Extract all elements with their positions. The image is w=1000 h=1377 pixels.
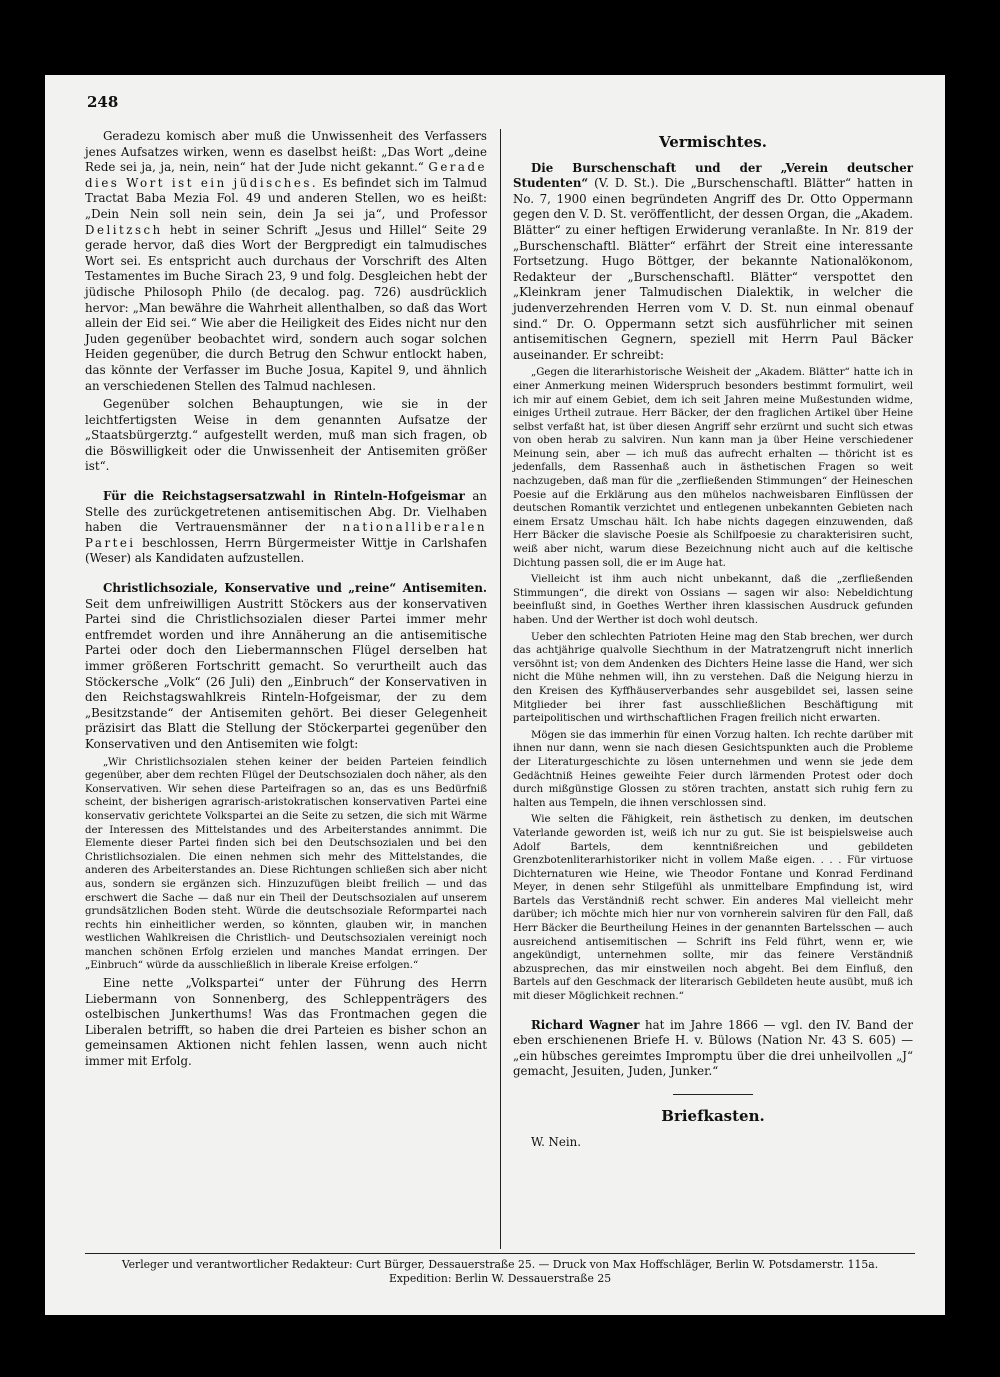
quote-block: „Wir Christlichsozialen stehen keiner der beiden Parteien feindlich gegenüber, aber dem rechten Flügel der Deutschsozialen doch näher, als den Konservativen. Wir sehen diese Parteifragen so an, das es uns Bedürfniß scheint, der bisherigen agrarisch-aristokratischen konservativen Partei eine konservativ gerichtete Volkspartei an die Seite zu setzen, die sich mit Wärme der Interessen des Mittelstandes und des Arbeiterstandes annimmt. Die Elemente dieser Partei finden sich bei den Deutschsozialen und bei den Christlichsozialen. Die einen nehmen sich mehr des Mittelstandes, die anderen des Arbeiterstandes an. Diese Richtungen schließen sich aber nicht aus, sondern sie ergänzen sich. Hinzuzufügen bleibt freilich — und das erschwert die Sache — daß nur ein Theil der Deutschsozialen auf unserem grundsätzlichen Boden steht. Würde die deutschsoziale Reformpartei nach rechts hin einheitlicher werden, so könnten, glauben wir, in manchen westlichen Wahlkreisen die Christlich- und Deutschsozialen vereinigt noch manchen schönen Erfolg erzielen und manches Mandat erringen. Der „Einbruch“ würde da ausschließlich in liberale Kreise erfolgen.“: [85, 756, 487, 972]
section-heading: Die Burschenschaft und der „Verein deutscher Studenten“: [513, 160, 913, 191]
section-burschenschaft: Die Burschenschaft und der „Verein deutscher Studenten“ (V. D. St.). Die „Burschenschaftl. Blätter“ hatten in No. 7, 1900 einen begründeten Angriff des Dr. Otto Oppermann gegen den V. D. St. veröffentlicht, der dessen Organ, die „Akadem. Blätter“ zu einer heftigen Erwiderung veranlaßte. In Nr. 819 der „Burschenschaftl. Blätter“ erfährt der Streit eine interessante Fortsetzung. Hugo Böttger, der bekannte Nationalökonom, Redakteur der „Burschenschaftl. Blätter“ verspottet den „Kleinkram jener Talmudischen Dialektik, in welcher die judenverzehrenden Herren vom V. D. St. nun einmal obenauf sind.“ Dr. O. Oppermann setzt sich ausführlicher mit seinen antisemitischen Gegnern, speziell mit Herrn Paul Bäcker auseinander. Er schreibt:: [513, 160, 913, 362]
paragraph-behauptungen: Gegenüber solchen Behauptungen, wie sie in der leichtfertigsten Weise in dem genannten Aufsatze der „Staatsbürgerztg.“ aufgestellt werden, muß man sich fragen, ob die Böswilligkeit oder die Unwissenheit der Antisemiten größer ist“.: [85, 397, 487, 474]
imprint-footer: [85, 1258, 915, 1286]
section-heading: Christlichsoziale, Konservative und „reine“ Antisemiten.: [103, 581, 487, 596]
newspaper-page: [45, 75, 945, 1315]
imprint-line: Verleger und verantwortlicher Redakteur: Curt Bürger, Dessauerstraße 25. — Druck von Max Hoffschläger, Berlin W. Potsdamerstr. 115a.: [121, 1258, 879, 1271]
page-number: 248: [87, 93, 119, 111]
quote-block: „Gegen die literarhistorische Weisheit der „Akadem. Blätter“ hatte ich in einer Anmerkung meinen Widerspruch besonders bestimmt formulirt, weil ich mir auf einem Gebiet, dem ich seit Jahren meine Mußestunden widme, einiges Urtheil zutraue. Herr Bäcker, der den fraglichen Artikel über Heine selbst verfaßt hat, ist über diesen Angriff sehr erzürnt und sucht sich etwas von oben herab zu salviren. Nun kann man ja über Heine verschiedener Meinung sein, aber — ich muß das aufrecht erhalten — thöricht ist es jedenfalls, dem Rassenhaß auch in ästhetischen Fragen so weit nachzugeben, daß man für die „zerfließenden Stimmungen“ der Heineschen Poesie auf die Erklärung aus den mühelos nachweisbaren Einflüssen der deutschen Romantik verzichtet und entlegenen unbekannten Gebieten nach einem Ersatz Umschau hält. Ich habe nichts dagegen einzuwenden, daß Herr Bäcker die slavische Poesie als Schilfpoesie zu charakterisiren sucht, weiß aber nicht, warum diese Bezeichnung nicht auch auf die keltische Dichtung passen soll, die er im Auge hat.: [513, 367, 913, 569]
section-heading: Für die Reichstagsersatzwahl in Rinteln-Hofgeismar: [103, 489, 465, 504]
section-heading: Richard Wagner: [531, 1017, 640, 1032]
quote-block: Mögen sie das immerhin für einen Vorzug halten. Ich rechte darüber mit ihnen nur dann, wenn sie nach diesen Gesichtspunkten auch die Probleme der Literaturgeschichte zu lösen unternehmen und wenn sie jede dem Gedächtniß Heines geweihte Feier durch lärmenden Protest oder doch durch mißgünstige Glossen zu stören trachten, anstatt sich ruhig fern zu halten aus Tempeln, die ihnen verschlossen sind.: [513, 729, 913, 809]
column-divider: [500, 129, 501, 1249]
footer-rule: [85, 1253, 915, 1254]
left-column: [85, 129, 487, 1073]
quote-block: Wie selten die Fähigkeit, rein ästhetisch zu denken, im deutschen Vaterlande geworden ist, weiß ich nur zu gut. Sie ist beispielsweise auch Adolf Bartels, dem kenntnißreichen und gebildeten Grenzbotenliterarhistoriker nicht in vollem Maße eigen. . . . Für virtuose Dichternaturen wie Heine, wie Theodor Fontane und Konrad Ferdinand Meyer, in denen sehr Stilgefühl als unmittelbare Empfindung ist, wird Bartels das Verständniß recht schwer. Ein anderes Mal vielleicht mehr darüber; ich möchte mich hier nur von vornherein salviren für den Fall, daß Herr Bäcker die Beurtheilung Heines in der genannten Bartelsschen — auch ausreichend antisemitischen — Schrift ins Feld führt, wenn er, wie angekündigt, unternehmen sollte, mir das feinere Verständniß abzusprechen, das mir einstweilen noch abgeht. Bei dem Einfluß, den Bartels auf den Geschmack der literarisch Gebildeten heute ausübt, muß ich mit dieser Möglichkeit rechnen.“: [513, 814, 913, 1003]
quote-block: Ueber den schlechten Patrioten Heine mag den Stab brechen, wer durch das achtjährige qualvolle Siechthum in der Matratzengruft nicht innerlich versöhnt ist; von dem Andenken des Dichters Heine lasse die Hand, wer sich nicht die Mühe nehmen will, ihn zu verstehen. Daß die Neigung hierzu in den Kreisen des Kyffhäuserverbandes sehr ausgebildet sei, lassen seine Mitglieder bei ihrer fast ausschließlichen Beschäftigung mit parteipolitischen und wirthschaftlichen Fragen freilich nicht erwarten.: [513, 631, 913, 725]
section-christlichsoziale: Christlichsoziale, Konservative und „reine“ Antisemiten. Seit dem unfreiwilligen Austritt Stöckers aus der konservativen Partei sind die Christlichsozialen dieser Partei immer mehr entfremdet worden und ihre Annäherung an die antisemitische Partei oder doch den Liebermannschen Flügel derselben hat immer größeren Fortschritt gemacht. So verurtheilt auch das Stöckersche „Volk“ (26 Juli) den „Einbruch“ der Konservativen in den Reichstagswahlkreis Rinteln-Hofgeismar, der zu dem „Besitzstande“ der Antisemiten gehört. Bei dieser Gelegenheit präzisirt das Blatt die Stellung der Stöckerpartei gegenüber den Konservativen und den Antisemiten wie folgt:: [85, 581, 487, 751]
quote-block: Vielleicht ist ihm auch nicht unbekannt, daß die „zerfließenden Stimmungen“, die direkt von Ossians — sagen wir also: Nebeldichtung beeinflußt sind, in Goethes Werther ihren klassischen Ausdruck gefunden haben. Und der Werther ist doch wohl deutsch.: [513, 574, 913, 626]
section-richard-wagner: Richard Wagner hat im Jahre 1866 — vgl. den IV. Band der eben erschienenen Briefe H. v. Bülows (Nation Nr. 43 S. 605) — „ein hübsches gereimtes Impromptu über die drei unheilvollen „J“ gemacht, Jesuiten, Juden, Junker.“: [513, 1017, 913, 1079]
emphasis-name: Delitzsch: [85, 222, 163, 237]
paragraph-unwissenheit: Geradezu komisch aber muß die Unwissenheit des Verfassers jenes Aufsatzes wirken, wenn es daselbst heißt: „Das Wort „deine Rede sei ja, ja, nein, nein“ hat der Jude nicht gekannt.“ Gerade dies Wort ist ein jüdisches. Es befindet sich im Talmud Tractat Baba Mezia Fol. 49 und anderen Stellen, wo es heißt: „Dein Nein soll nein sein, dein Ja sei ja“, und Professor Delitzsch hebt in seiner Schrift „Jesus und Hillel“ Seite 29 gerade hervor, daß dies Wort der Bergpredigt ein talmudisches Wort sei. Es entspricht auch durchaus der Vorschrift des Alten Testamentes im Buche Sirach 23, 9 und folg. Desgleichen hebt der jüdische Philosoph Philo (de decalog. pag. 726) ausdrücklich hervor: „Man bewähre die Wahrheit allenthalben, so daß das Wort allein der Eid sei.“ Wie aber die Heiligkeit des Eides nicht nur den Juden gegenüber beobachtet wird, sondern auch sogar solchen Heiden gegenüber, die durch Betrug den Schwur entlockt haben, das könnte der Verfasser im Buche Josua, Kapitel 9, und ähnlich an verschiedenen Stellen des Talmud nachlesen.: [85, 129, 488, 393]
section-reichstagsersatzwahl: Für die Reichstagsersatzwahl in Rinteln-Hofgeismar an Stelle des zurückgetretenen antisemitischen Abg. Dr. Vielhaben haben die Vertrauensmänner der nationalliberalen Partei beschlossen, Herrn Bürgermeister Wittje in Carlshafen (Weser) als Kandidaten aufzustellen.: [85, 489, 487, 566]
imprint-line: Expedition: Berlin W. Dessauerstraße 25: [388, 1272, 612, 1285]
page-title: Vermischtes.: [659, 133, 767, 151]
mailbox-heading: Briefkasten.: [661, 1107, 765, 1125]
separator-rule: [673, 1094, 753, 1095]
emphasis-text: Gerade dies Wort ist ein jüdisches.: [85, 160, 488, 190]
paragraph-volkspartei: Eine nette „Volkspartei“ unter der Führung des Herrn Liebermann von Sonnenberg, des Schleppenträgers des ostelbischen Junkerthums! Was das Frontmachen gegen die Liberalen betrifft, so haben die drei Parteien es bisher schon an gemeinsamen Aktionen nicht fehlen lassen, wenn auch nicht immer mit Erfolg.: [85, 976, 487, 1069]
right-column: [513, 129, 913, 1153]
mailbox-entry: W. Nein.: [531, 1134, 581, 1149]
